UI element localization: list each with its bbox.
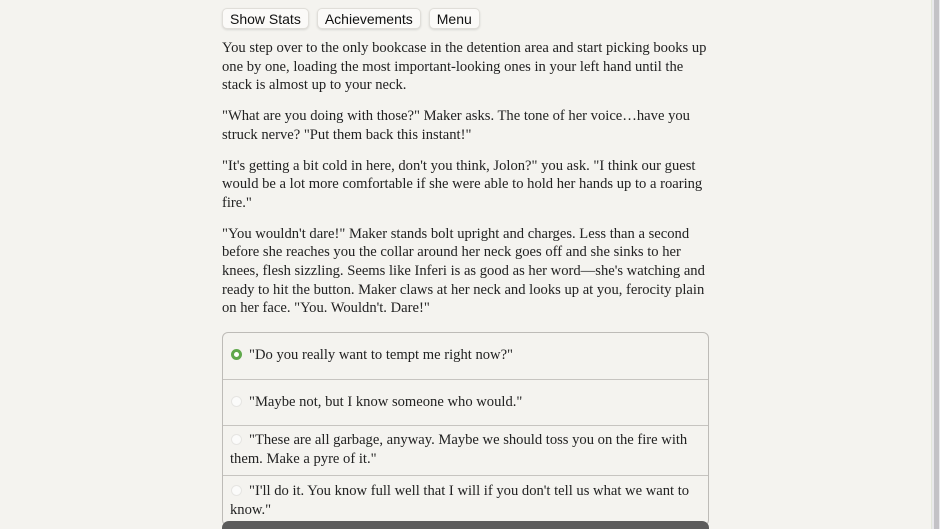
story-text xyxy=(222,39,709,318)
choice-label: "Do you really want to tempt me right now?" xyxy=(249,347,514,364)
story-paragraph: "It's getting a bit cold in here, don't you think, Jolon?" you ask. "I think our guest would be a lot more comfortable if she were able to hold her hands up to a roaring fire." xyxy=(222,157,703,211)
choice-label: "These are all garbage, anyway. Maybe we should toss you on the fire with them. Make a pyre of it." xyxy=(230,432,688,467)
choice-option-1[interactable] xyxy=(223,333,708,379)
toolbar xyxy=(222,8,709,29)
story-paragraph: You step over to the only bookcase in the detention area and start picking books up one by one, loading the most important-looking ones in your left hand until the stack is almost up to your neck. xyxy=(222,40,707,94)
radio-unselected-icon[interactable] xyxy=(231,434,242,445)
show-stats-button[interactable]: Show Stats xyxy=(222,8,309,29)
game-page xyxy=(222,0,709,526)
scrollbar-thumb[interactable] xyxy=(934,0,939,529)
choice-option-4[interactable] xyxy=(223,475,708,525)
radio-unselected-icon[interactable] xyxy=(231,396,242,407)
choice-option-2[interactable] xyxy=(223,379,708,425)
menu-button[interactable]: Menu xyxy=(429,8,480,29)
choice-label: "I'll do it. You know full well that I will if you don't tell us what we want to know." xyxy=(230,483,690,518)
story-paragraph: "You wouldn't dare!" Maker stands bolt upright and charges. Less than a second before she reaches you the collar around her neck goes off and she sinks to her knees, flesh sizzling. Seems like Inferi is as good as her word—she's watching and ready to hit the button. Maker claws at her neck and looks up at you, ferocity plain on her face. "You. Wouldn't. Dare!" xyxy=(222,225,705,317)
choice-list xyxy=(222,332,709,526)
story-paragraph: "What are you doing with those?" Maker asks. The tone of her voice…have you struck nerve? "Put them back this instant!" xyxy=(222,108,690,143)
next-button[interactable] xyxy=(222,521,709,529)
scrollbar[interactable] xyxy=(931,0,940,529)
choice-option-3[interactable] xyxy=(223,425,708,475)
choice-label: "Maybe not, but I know someone who would." xyxy=(249,394,523,411)
radio-selected-icon[interactable] xyxy=(231,349,242,360)
achievements-button[interactable]: Achievements xyxy=(317,8,421,29)
radio-unselected-icon[interactable] xyxy=(231,485,242,496)
